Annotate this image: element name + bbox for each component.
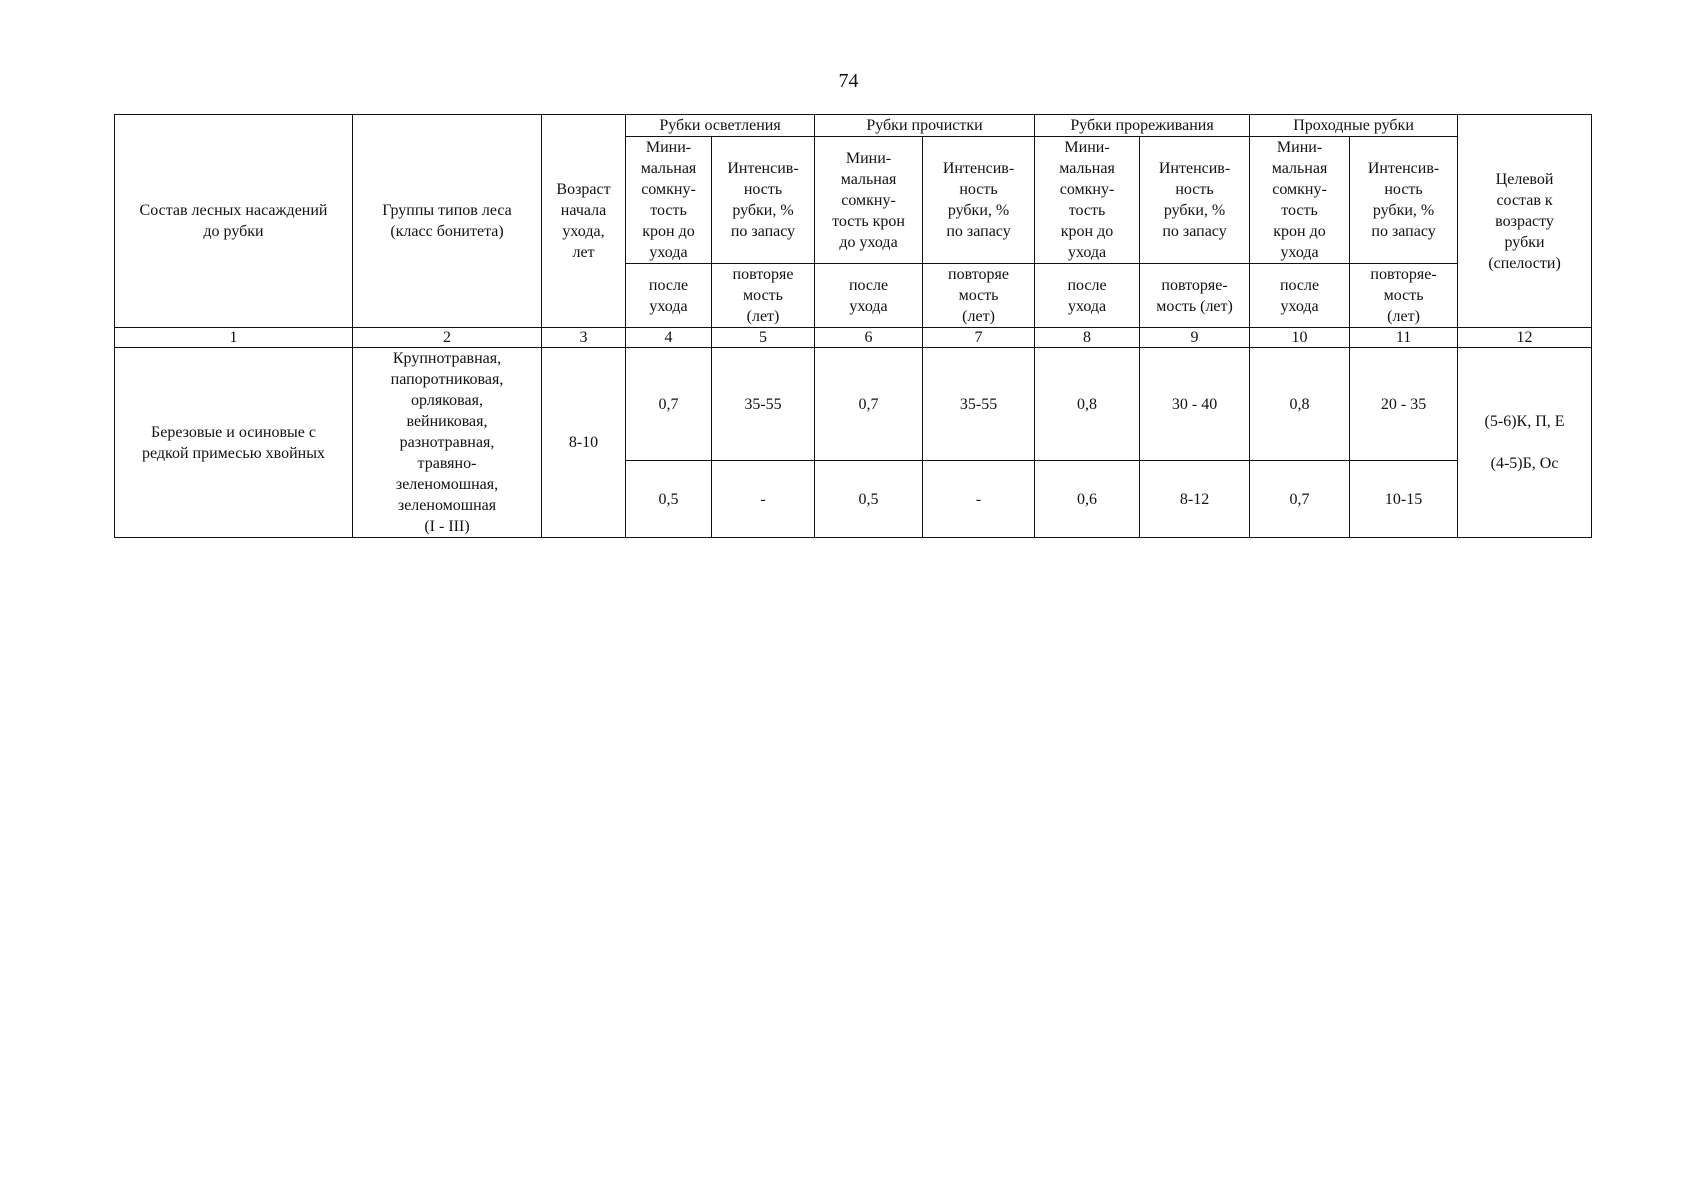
page-number: 74: [838, 70, 859, 92]
cell-forest-types: Крупнотравная, папоротниковая, орляковая, вейниковая, разнотравная, травяно- зеленомошная, зеленомошная (I - III): [353, 348, 542, 538]
cell-target-composition: (5-6)К, П, Е (4-5)Б, Ос: [1458, 348, 1592, 538]
column-number: 12: [1458, 328, 1592, 348]
cell-value: 0,6: [1035, 461, 1140, 538]
cell-value: -: [923, 461, 1035, 538]
header-intensity: Интенсив- ность рубки, % по запасу: [923, 137, 1035, 264]
column-number: 4: [626, 328, 712, 348]
header-after-care: после ухода: [1250, 264, 1350, 328]
header-after-care: после ухода: [1035, 264, 1140, 328]
cell-value: 10-15: [1350, 461, 1458, 538]
column-number: 1: [115, 328, 353, 348]
header-group-clearing: Рубки прочистки: [815, 115, 1035, 137]
column-number: 10: [1250, 328, 1350, 348]
cell-value: 30 - 40: [1140, 348, 1250, 461]
header-after-care: после ухода: [626, 264, 712, 328]
cell-value: 0,8: [1250, 348, 1350, 461]
header-repeat-interval: повторяе мость (лет): [923, 264, 1035, 328]
header-repeat-interval: повторяе- мость (лет): [1350, 264, 1458, 328]
column-number-row: [115, 328, 1592, 348]
column-number: 6: [815, 328, 923, 348]
column-number: 11: [1350, 328, 1458, 348]
header-intensity: Интенсив- ность рубки, % по запасу: [1140, 137, 1250, 264]
cell-value: 35-55: [923, 348, 1035, 461]
cell-start-age: 8-10: [542, 348, 626, 538]
header-repeat-interval: повторяе- мость (лет): [1140, 264, 1250, 328]
column-number: 9: [1140, 328, 1250, 348]
header-min-density-before: Мини- мальная сомкну- тость крон до ухода: [626, 137, 712, 264]
cell-value: 0,5: [815, 461, 923, 538]
cell-value: -: [712, 461, 815, 538]
header-intensity: Интенсив- ность рубки, % по запасу: [1350, 137, 1458, 264]
cell-value: 0,7: [1250, 461, 1350, 538]
column-number: 5: [712, 328, 815, 348]
header-min-density-before: Мини- мальная сомкну- тость крон до ухода: [1250, 137, 1350, 264]
thinning-norms-table: [114, 114, 1592, 538]
column-number: 8: [1035, 328, 1140, 348]
header-row-groups: [115, 115, 1592, 137]
data-row-upper: [115, 348, 1592, 461]
cell-value: 0,7: [626, 348, 712, 461]
cell-value: 20 - 35: [1350, 348, 1458, 461]
column-number: 7: [923, 328, 1035, 348]
header-composition: Состав лесных насаждений до рубки: [115, 115, 353, 328]
cell-composition: Березовые и осиновые с редкой примесью хвойных: [115, 348, 353, 538]
column-number: 2: [353, 328, 542, 348]
cell-value: 0,7: [815, 348, 923, 461]
header-intensity: Интенсив- ность рубки, % по запасу: [712, 137, 815, 264]
cell-value: 8-12: [1140, 461, 1250, 538]
header-forest-types: Группы типов леса (класс бонитета): [353, 115, 542, 328]
header-start-age: Возраст начала ухода, лет: [542, 115, 626, 328]
header-group-commercial: Проходные рубки: [1250, 115, 1458, 137]
header-group-thinning: Рубки прореживания: [1035, 115, 1250, 137]
cell-value: 0,5: [626, 461, 712, 538]
header-after-care: после ухода: [815, 264, 923, 328]
column-number: 3: [542, 328, 626, 348]
header-group-cleaning: Рубки осветления: [626, 115, 815, 137]
header-min-density-before: Мини- мальная сомкну- тость крон до ухода: [815, 137, 923, 264]
header-target-composition: Целевой состав к возрасту рубки (спелости): [1458, 115, 1592, 328]
header-min-density-before: Мини- мальная сомкну- тость крон до ухода: [1035, 137, 1140, 264]
cell-value: 0,8: [1035, 348, 1140, 461]
header-repeat-interval: повторяе мость (лет): [712, 264, 815, 328]
cell-value: 35-55: [712, 348, 815, 461]
